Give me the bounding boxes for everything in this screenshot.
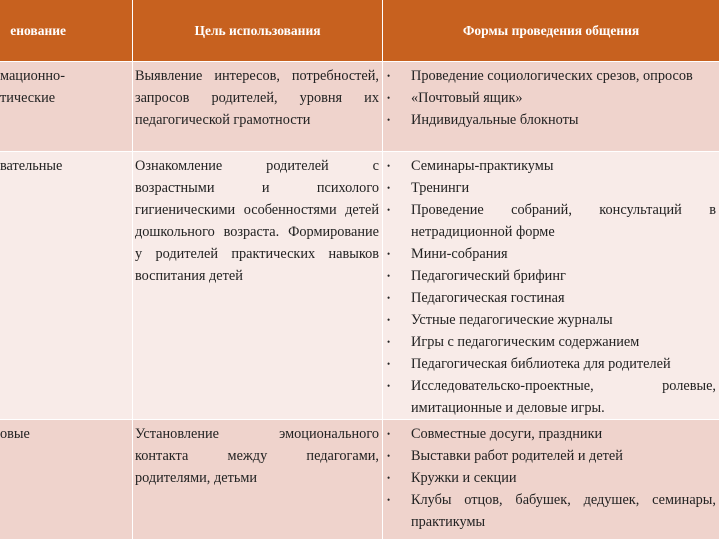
list-item: • Тренинги	[411, 177, 716, 199]
bullet-icon: •	[387, 473, 391, 483]
row-name: овые	[0, 426, 30, 442]
forms-list	[385, 65, 716, 131]
list-item: • Педагогическая библиотека для родителей	[411, 353, 716, 375]
bullet-icon: •	[387, 205, 391, 215]
header-name: енование	[0, 0, 133, 62]
list-item: • Семинары-практикумы	[411, 155, 716, 177]
forms-cell	[383, 152, 720, 420]
bullet-icon: •	[387, 293, 391, 303]
list-item: • Мини-собрания	[411, 243, 716, 265]
list-item: • Клубы отцов, бабушек, дедушек, семинары, практикумы	[411, 489, 716, 533]
bullet-icon: •	[387, 381, 391, 391]
list-item: • Проведение собраний, консультаций в нетрадиционной форме	[411, 199, 716, 243]
forms-list	[385, 155, 716, 419]
header-forms: Формы проведения общения	[383, 0, 720, 62]
bullet-icon: •	[387, 271, 391, 281]
bullet-icon: •	[387, 337, 391, 347]
name-cell	[0, 420, 133, 540]
bullet-icon: •	[387, 115, 391, 125]
header-goal: Цель использования	[133, 0, 383, 62]
bullet-icon: •	[387, 93, 391, 103]
bullet-icon: •	[387, 71, 391, 81]
list-item: • Устные педагогические журналы	[411, 309, 716, 331]
bullet-icon: •	[387, 161, 391, 171]
row-name: вательные	[0, 158, 63, 174]
goal-cell: Выявление интересов, потребностей, запросов родителей, уровня их педагогической грамотности	[133, 62, 383, 152]
list-item: • Игры с педагогическим содержанием	[411, 331, 716, 353]
name-cell	[0, 152, 133, 420]
list-item: • Педагогическая гостиная	[411, 287, 716, 309]
list-item: • Педагогический брифинг	[411, 265, 716, 287]
goal-cell: Ознакомление родителей с возрастными и психолого гигиеническими особенностями детей дошкольного возраста. Формирование у родителей практических навыков воспитания детей	[133, 152, 383, 420]
bullet-icon: •	[387, 249, 391, 259]
row-name: мационно- тические	[0, 68, 65, 106]
list-item: • Исследовательско-проектные, ролевые, имитационные и деловые игры.	[411, 375, 716, 419]
list-item: • Кружки и секции	[411, 467, 716, 489]
goal-cell: Установление эмоционального контакта между педагогами, родителями, детьми	[133, 420, 383, 540]
forms-cell	[383, 62, 720, 152]
bullet-icon: •	[387, 495, 391, 505]
list-item: • Выставки работ родителей и детей	[411, 445, 716, 467]
bullet-icon: •	[387, 315, 391, 325]
list-item: • Совместные досуги, праздники	[411, 423, 716, 445]
forms-list	[385, 423, 716, 533]
list-item: • Индивидуальные блокноты	[411, 109, 716, 131]
list-item: • Проведение социологических срезов, опросов	[411, 65, 716, 87]
forms-cell	[383, 420, 720, 540]
name-cell	[0, 62, 133, 152]
list-item: • «Почтовый ящик»	[411, 87, 716, 109]
bullet-icon: •	[387, 429, 391, 439]
bullet-icon: •	[387, 451, 391, 461]
bullet-icon: •	[387, 359, 391, 369]
bullet-icon: •	[387, 183, 391, 193]
